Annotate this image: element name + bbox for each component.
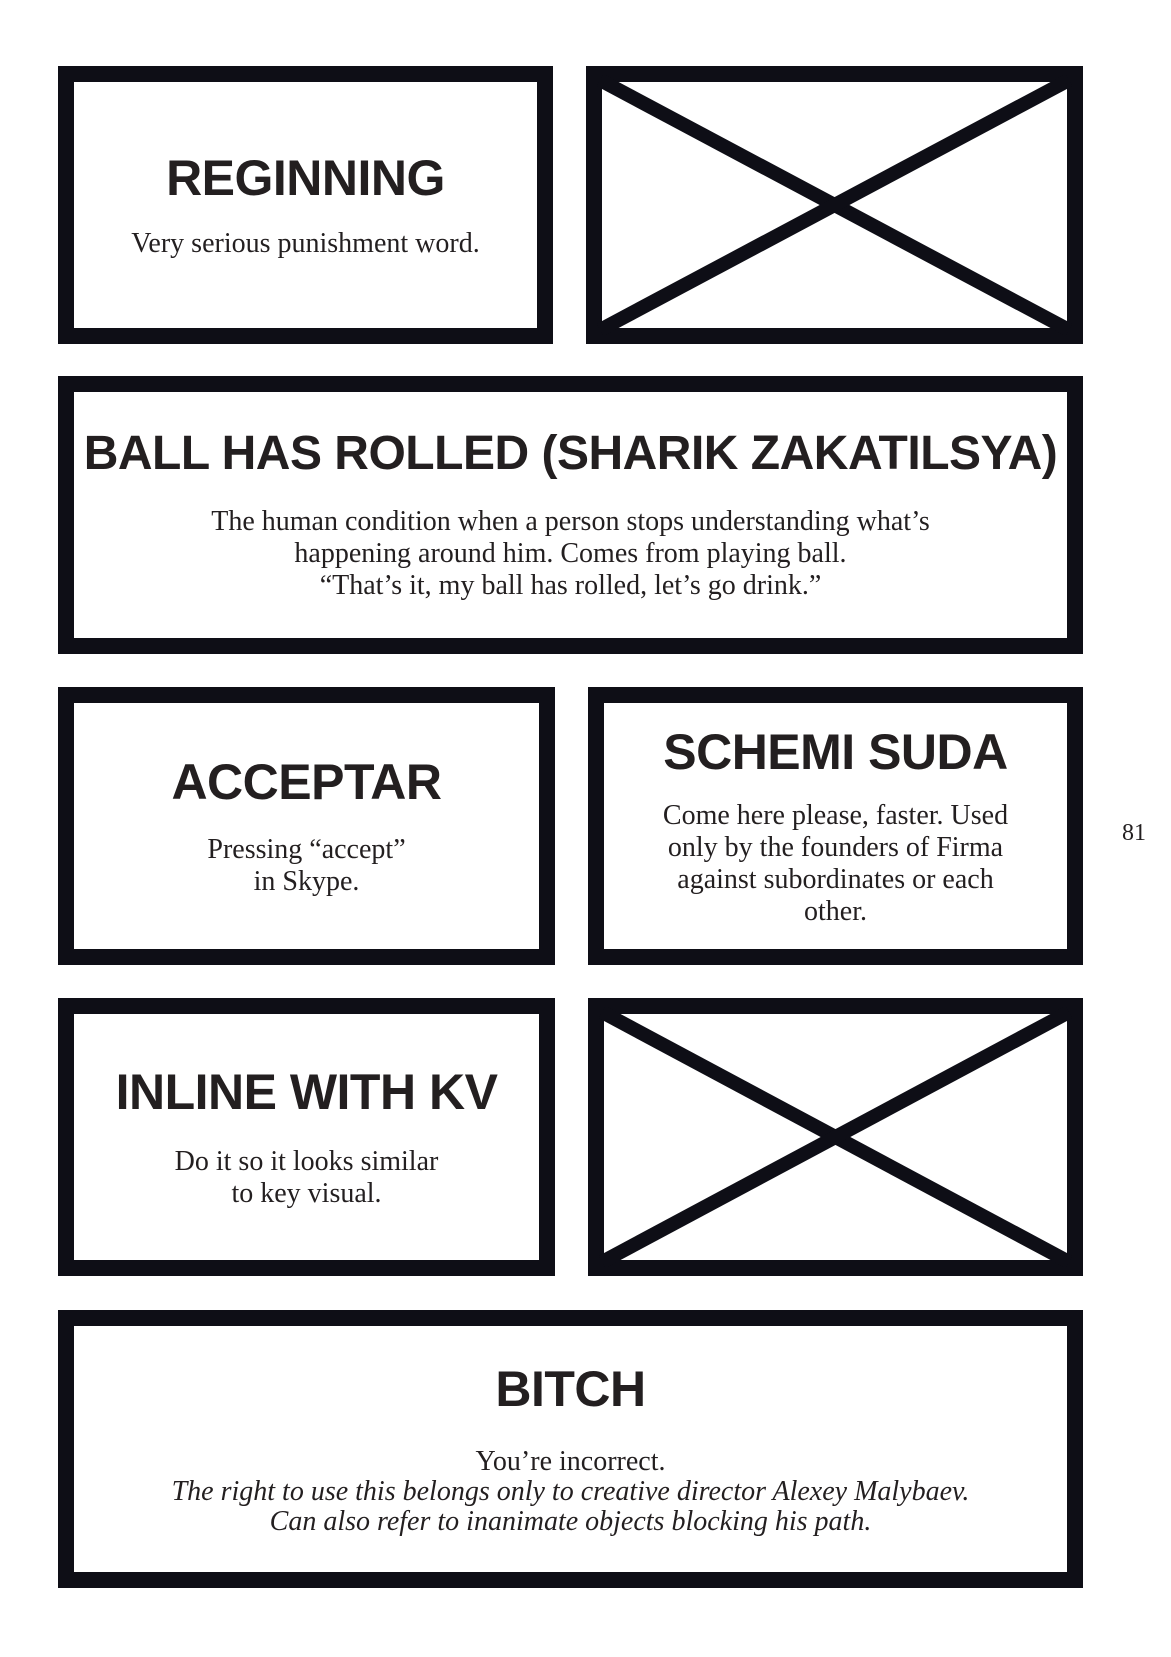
card-title: BALL HAS ROLLED (SHARIK ZAKATILSYA) [83, 426, 1058, 480]
card-title: INLINE WITH KV [115, 1063, 498, 1120]
card-title: ACCEPTAR [171, 753, 442, 810]
card-schemi-suda [588, 687, 1083, 965]
card-acceptar [58, 687, 555, 965]
card-title: SCHEMI SUDA [663, 723, 1008, 780]
card-description: Do it so it looks similar to key visual. [174, 1145, 439, 1209]
card-description: You’re incorrect. The right to use this belongs only to creative director Alexey Malybaev. Can also refer to inanimate objects blocking his path. [171, 1445, 970, 1537]
card-description: Pressing “accept” in Skype. [207, 833, 406, 897]
card-reginning [58, 66, 553, 344]
image-placeholder-icon [586, 66, 1083, 344]
card-ball-has-rolled [58, 376, 1083, 654]
card-description: Very serious punishment word. [131, 227, 480, 259]
card-description: Come here please, faster. Used only by the founders of Firma against subordinates or each other. [662, 799, 1009, 927]
page-number: 81 [1122, 820, 1146, 846]
card-title: REGINNING [166, 149, 445, 206]
card-inline-with-kv [58, 998, 555, 1276]
card-bitch [58, 1310, 1083, 1588]
card-description: The human condition when a person stops understanding what’s happening around him. Comes from playing ball. “That’s it, my ball has rolled, let’s go drink.” [211, 506, 930, 602]
card-title: BITCH [495, 1360, 646, 1417]
image-placeholder-icon [588, 998, 1083, 1276]
